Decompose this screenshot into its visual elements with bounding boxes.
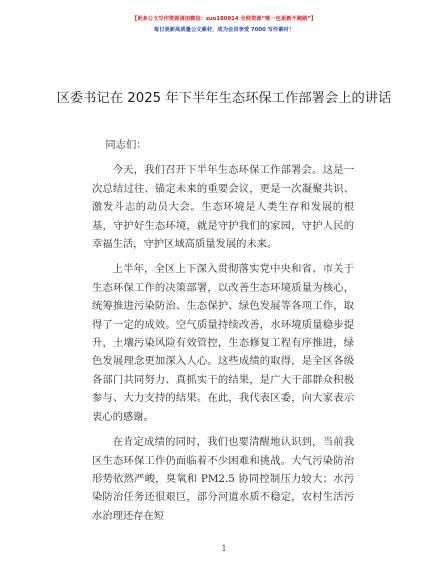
document-title: 区委书记在 2025 年下半年生态环保工作部署会上的讲话 bbox=[56, 91, 392, 106]
document-body bbox=[92, 136, 354, 532]
paragraph-3: 在肯定成绩的同时，我们也要清醒地认识到，当前我区生态环保工作仍面临着不少困难和挑战。大气污染防治形势依然严峻，臭氧和 PM2.5 协同控制压力较大；水污染防治任务还很艰巨，部分河道水质不稳定，农村生活污水治理还存在短 bbox=[92, 436, 354, 522]
promo-banner-line-1: 【更多公文写作资源请加微信：zuo180914 全网资源“唯一包更新不跑路”】 bbox=[131, 16, 317, 22]
promo-banner-line-2: 每日更新高质量公文素材，成为会员享受 7000 写作素材！ bbox=[153, 27, 295, 33]
paragraph-1: 今天，我们召开下半年生态环保工作部署会。这是一次总结过往、锚定未来的重要会议，更是一次凝聚共识、激发斗志的动员大会。生态环境是人类生存和发展的根基，守护好生态环境，就是守护我们的家园，守护人民的幸福生活，守护区域高质量发展的未来。 bbox=[92, 164, 354, 251]
promo-banner bbox=[0, 14, 448, 36]
page-number: 1 bbox=[221, 544, 227, 553]
paragraph-2: 上半年，全区上下深入贯彻落实党中央和省、市关于生态环保工作的决策部署，以改善生态环境质量为核心，统筹推进污染防治、生态保护、绿色发展等各项工作，取得了一定的成效。空气质量持续改善，水环境质量稳步提升，土壤污染风险有效管控，生态修复工程有序推进，绿色发展理念更加深入人心。这些成绩的取得，是全区各级各部门共同努力、真抓实干的结果，是广大干部群众积极参与、大力支持的结果。在此，我代表区委，向大家表示衷心的感谢。 bbox=[92, 263, 354, 423]
salutation: 同志们： bbox=[105, 139, 147, 151]
